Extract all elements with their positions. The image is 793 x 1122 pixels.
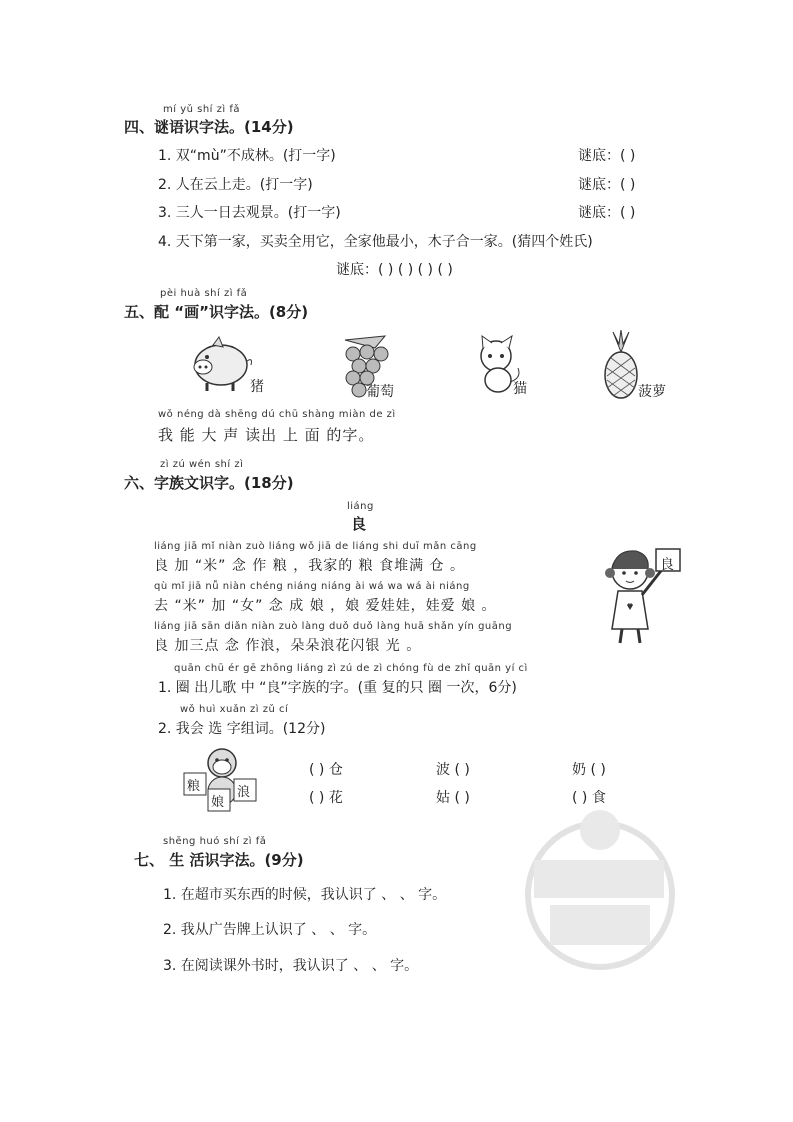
cat-label: 猫 [513,381,527,397]
sec5-read-text: 我 能 大 声 读出 上 面 的字。 [158,426,375,444]
sec4-q3: 3. 三人一日去观景。(打一字) [158,205,341,221]
sec4-q4: 4. 天下第一家，买卖全用它，全家他最小，木子合一家。(猜四个姓氏) [158,234,593,250]
word-blank-shi[interactable]: ( ) 食 [572,790,606,806]
card-liang-rice: 粮 [187,779,201,794]
pineapple-label: 菠萝 [638,384,666,400]
word-blank-nai[interactable]: 奶 ( ) [572,762,606,778]
sec7-q1: 1. 在超市买东西的时候，我认识了 、 、 字。 [163,887,447,903]
liang-char: 良 [351,515,367,533]
sec7-q3: 3. 在阅读课外书时，我认识了 、 、 字。 [163,958,419,974]
sec4-a3[interactable]: 谜底：( ) [578,205,636,221]
sec6-title: 六、字族文识字。(18分) [124,474,294,492]
sec5-read-pinyin: wǒ néng dà shēng dú chū shàng miàn de zì [158,409,396,420]
girl-sign-char: 良 [660,557,674,573]
word-blank-hua[interactable]: ( ) 花 [309,790,343,806]
sec7-q2: 2. 我从广告牌上认识了 、 、 字。 [163,922,377,938]
word-blank-bo[interactable]: 波 ( ) [436,762,470,778]
sec6-q2: 2. 我会 选 字组词。(12分) [158,721,326,737]
card-niang: 娘 [211,795,225,810]
word-blank-cang[interactable]: ( ) 仓 [309,762,343,778]
poem-line3: 良 加三点 念 作浪，朵朵浪花闪银 光 。 [154,638,422,654]
poem-line3-pinyin: liáng jiā sān diǎn niàn zuò làng duǒ duǒ làng huā shǎn yín guāng [154,621,513,632]
sec4-q1: 1. 双“mù”不成林。(打一字) [158,148,336,164]
poem-line1: 良 加 “米” 念 作 粮 ，我家的 粮 食堆满 仓 。 [154,558,466,574]
sec4-q2: 2. 人在云上走。(打一字) [158,177,313,193]
sec6-q2-pinyin: wǒ huì xuǎn zì zǔ cí [180,704,289,715]
sec7-pinyin: shēng huó shí zì fǎ [163,836,267,847]
card-lang: 浪 [237,785,251,800]
grapes-label: 葡萄 [366,384,394,400]
watermark-logo [520,800,680,975]
sec4-q4-answer[interactable]: 谜底：( ) ( ) ( ) ( ) [336,262,453,278]
sec7-title: 七、 生 活识字法。(9分) [134,851,304,869]
sec4-a2[interactable]: 谜底：( ) [578,177,636,193]
pineapple-icon [601,330,641,400]
sec4-pinyin: mí yǔ shí zì fǎ [163,104,240,115]
sec6-q1: 1. 圈 出儿歌 中 “良”字族的字。(重 复的只 圈 一次，6分) [158,680,517,696]
word-blank-gu[interactable]: 姑 ( ) [436,790,470,806]
liang-pinyin: liáng [347,501,374,512]
sec4-title: 四、谜语识字法。(14分) [124,118,294,136]
poem-line1-pinyin: liáng jiā mǐ niàn zuò liáng wǒ jiā de liáng shi duī mǎn cāng [154,541,477,552]
sec4-a1[interactable]: 谜底：( ) [578,148,636,164]
sec5-pinyin: pèi huà shí zì fǎ [160,288,248,299]
sec6-q1-pinyin: quān chū ér gē zhōng liáng zì zú de zì chóng fù de zhǐ quān yí cì [174,663,528,674]
poem-line2-pinyin: qù mǐ jiā nǚ niàn chéng niáng niáng ài wá wa wá ài niáng [154,581,470,592]
sec5-title: 五、配 “画”识字法。(8分) [124,303,309,321]
girl-icon [598,543,688,648]
pig-icon [185,333,257,393]
poem-line2: 去 “米” 加 “女” 念 成 娘 ，娘 爱娃娃，娃爱 娘 。 [154,598,497,614]
pig-label: 猪 [250,379,264,395]
sec6-pinyin: zì zú wén shí zì [160,459,244,470]
